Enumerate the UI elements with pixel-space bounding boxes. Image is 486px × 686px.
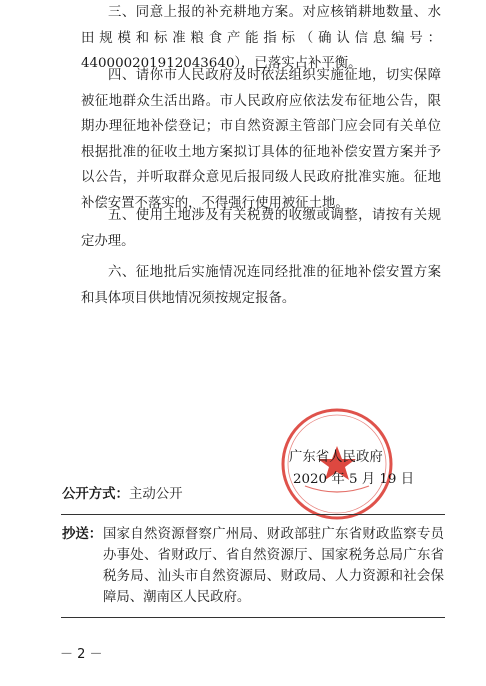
- cc-recipients: 国家自然资源督察广州局、财政部驻广东省财政监察专员办事处、省财政厅、省自然资源厅、国家税务总局广东省税务局、汕头市自然资源局、财政局、人力资源和社会保障局、潮南区人民政府。: [103, 527, 444, 605]
- divider-top: [61, 514, 445, 515]
- page-number: － 2 －: [60, 647, 103, 662]
- paragraph-5: 五、使用土地涉及有关税费的收缴或调整，请按有关规定办理。: [81, 208, 441, 249]
- disclosure-value: 主动公开: [128, 487, 183, 502]
- paragraph-4: 四、请你市人民政府及时依法组织实施征地，切实保障被征地群众生活出路。市人民政府应依法发布征地公告，限期办理征地补偿登记；市自然资源主管部门应会同有关单位根据批准的征收土地方案拟订具体的征地补偿安置方案并予以公告，并听取群众意见后报同级人民政府批准实施。征地补偿安置不落实的，不得强行使用被征土地。: [81, 68, 441, 211]
- cc-label: 抄送：: [62, 526, 103, 542]
- issue-date: 2020 年 5 月 19 日: [293, 472, 415, 487]
- divider-bottom: [61, 617, 445, 618]
- paragraph-6: 六、征地批后实施情况连同经批准的征地补偿安置方案和具体项目供地情况须按规定报备。: [81, 265, 441, 306]
- signature-block: [276, 448, 416, 518]
- issuing-organization: 广东省人民政府: [289, 450, 383, 465]
- disclosure-label: 公开方式：: [62, 487, 129, 502]
- paragraph-3: 三、同意上报的补充耕地方案。对应核销耕地数量、水田规模和标准粮食产能指标（确认信息编号：440000201912043640），已落实占补平衡。: [81, 5, 441, 71]
- disclosure-line: [62, 483, 183, 502]
